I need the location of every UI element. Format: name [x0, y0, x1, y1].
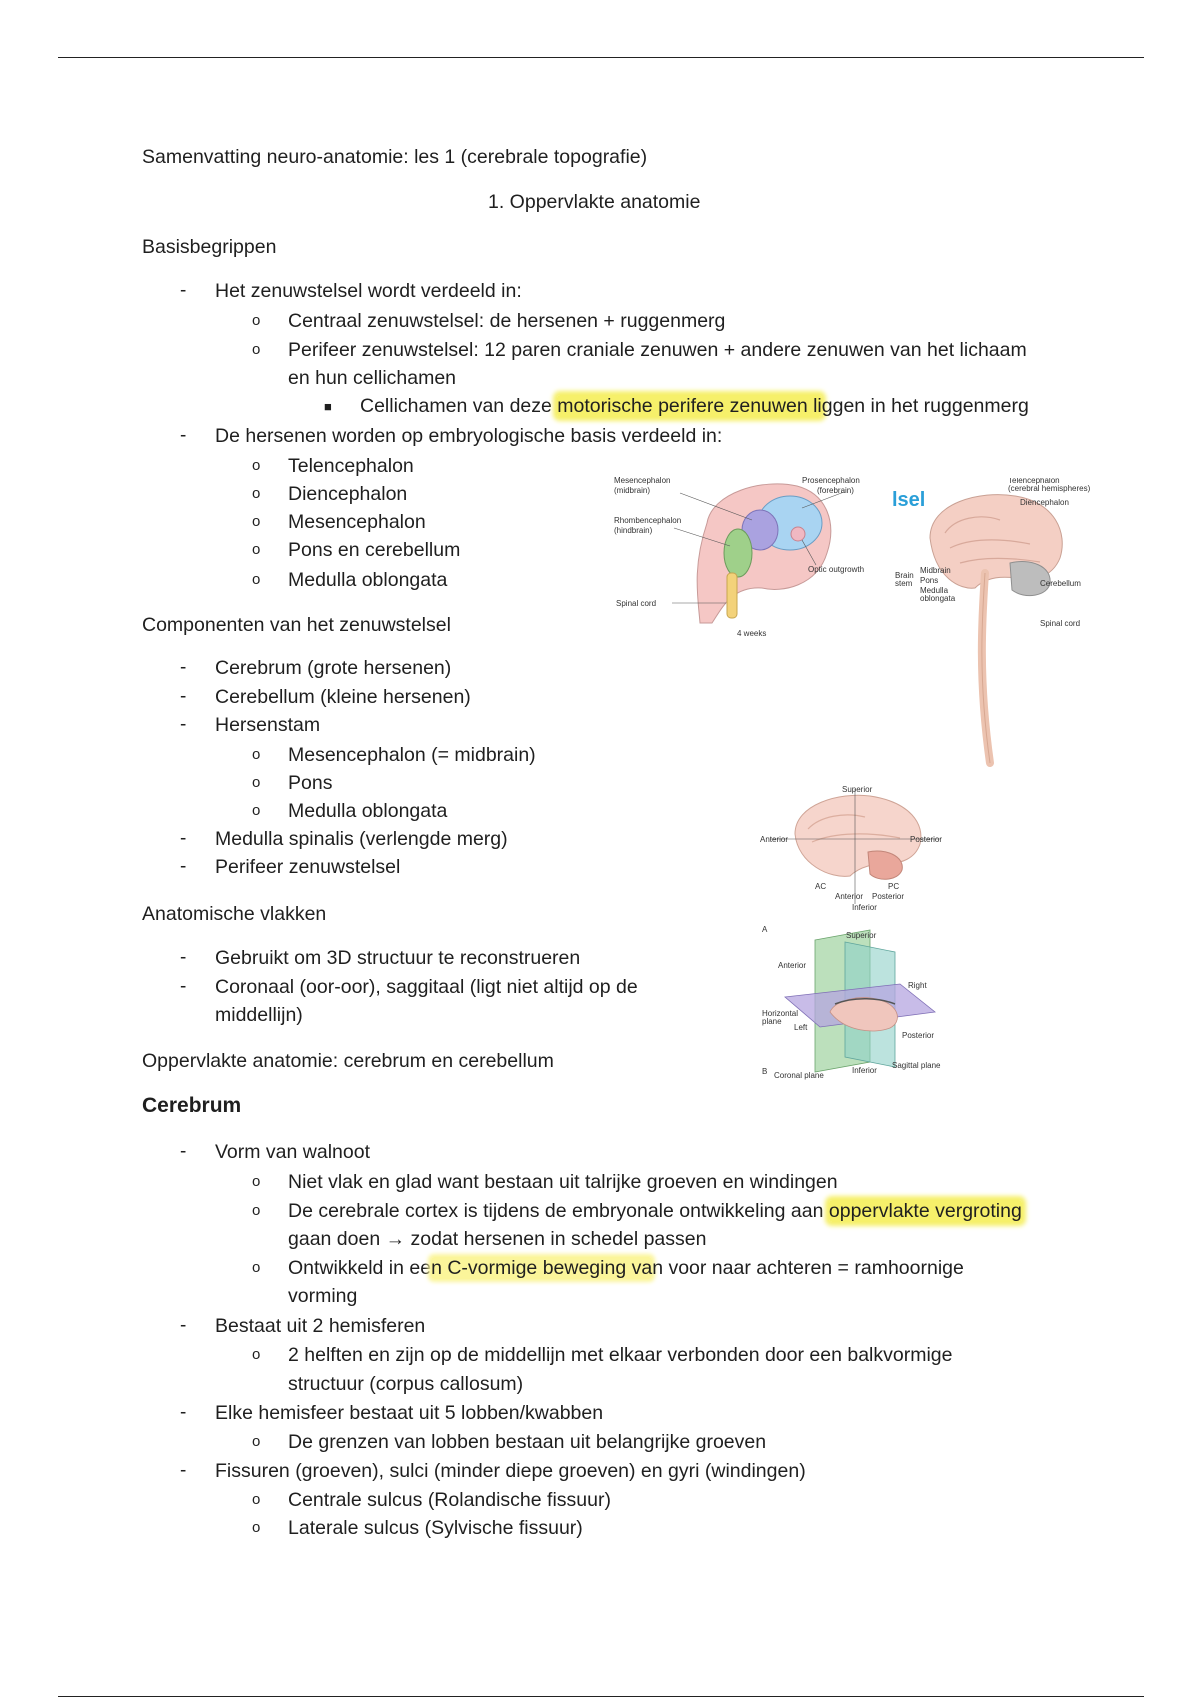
list-item: Bestaat uit 2 hemisferen	[215, 1315, 426, 1337]
list-item: Cerebellum (kleine hersenen)	[215, 686, 471, 708]
dash-bullet: -	[180, 1141, 187, 1162]
fig-label: Cerebellum	[1040, 579, 1081, 588]
circle-bullet: o	[252, 1519, 261, 1536]
highlight: n C-vormige beweging va	[431, 1257, 653, 1279]
circle-bullet: o	[252, 774, 261, 791]
fig-label: Brain	[895, 571, 914, 580]
list-item: Elke hemisfeer bestaat uit 5 lobben/kwabben	[215, 1402, 604, 1424]
dash-bullet: -	[180, 1460, 187, 1481]
fig-label: Diencephalon	[1020, 498, 1069, 507]
fig-label: B	[762, 1067, 768, 1076]
square-bullet: ■	[324, 399, 332, 414]
fig-label: Anterior	[760, 835, 789, 844]
fig-label: Coronal plane	[774, 1071, 824, 1080]
list-item: Hersenstam	[215, 714, 321, 736]
cerebrum-heading: Cerebrum	[142, 1094, 242, 1117]
componenten-heading: Componenten van het zenuwstelsel	[142, 614, 451, 636]
list-item: De cerebrale cortex is tijdens de embryonale ontwikkeling aan oppervlakte vergroting	[288, 1200, 1022, 1222]
fig-label: Anterior	[835, 892, 864, 901]
fig-label: Medulla	[920, 586, 949, 595]
dash-bullet: -	[180, 714, 187, 735]
fig-label: Inferior	[852, 903, 877, 912]
fig-label: (forebrain)	[817, 486, 854, 495]
dash-bullet: -	[180, 828, 187, 849]
bottom-rule	[58, 1696, 1144, 1697]
list-item-continued: structuur (corpus callosum)	[288, 1373, 524, 1395]
circle-bullet: o	[252, 485, 261, 502]
list-item-continued: vorming	[288, 1285, 358, 1307]
oppervlakte-heading: Oppervlakte anatomie: cerebrum en cerebellum	[142, 1050, 554, 1072]
top-rule	[58, 57, 1144, 58]
dash-bullet: -	[180, 1402, 187, 1423]
fig-label: (midbrain)	[614, 486, 651, 495]
list-item: 2 helften en zijn op de middellijn met elkaar verbonden door een balkvormige	[288, 1344, 953, 1366]
dash-bullet: -	[180, 425, 187, 446]
fig-label: Spinal cord	[1040, 619, 1081, 628]
circle-bullet: o	[252, 1491, 261, 1508]
circle-bullet: o	[252, 1259, 261, 1276]
fig-label: (cerebral hemispheres)	[1008, 484, 1090, 493]
fig-label: Left	[794, 1023, 808, 1032]
list-item: De hersenen worden op embryologische basis verdeeld in:	[215, 425, 723, 447]
fig-label: stem	[895, 579, 913, 588]
circle-bullet: o	[252, 1173, 261, 1190]
fig-label: Right	[908, 981, 927, 990]
adult-brain-figure	[890, 478, 1090, 768]
list-item: Centrale sulcus (Rolandische fissuur)	[288, 1489, 611, 1511]
circle-bullet: o	[252, 571, 261, 588]
basis-heading: Basisbegrippen	[142, 236, 277, 258]
fig-label: Posterior	[872, 892, 905, 901]
fig-label: Inferior	[852, 1066, 877, 1075]
fig-label: Posterior	[910, 835, 943, 844]
fig-label: Mesencephalon	[614, 476, 671, 485]
fig-label: Posterior	[902, 1031, 935, 1040]
highlight: motorische perifere zenuwen li	[557, 395, 822, 417]
list-item: De grenzen van lobben bestaan uit belangrijke groeven	[288, 1431, 767, 1453]
embryo-brain-figure	[612, 468, 887, 643]
list-item-continued: middellijn)	[215, 1004, 303, 1026]
fig-label: PC	[888, 882, 900, 891]
brain-directions-figure	[760, 784, 950, 914]
fig-label: oblongata	[920, 594, 956, 603]
fig-label: Rhombencephalon	[614, 516, 682, 525]
fig-label: Midbrain	[920, 566, 951, 575]
dash-bullet: -	[180, 280, 187, 301]
fig-label: Superior	[846, 931, 877, 940]
anatomical-planes-figure	[760, 922, 950, 1082]
circle-bullet: o	[252, 1202, 261, 1219]
list-item: Cerebrum (grote hersenen)	[215, 657, 452, 679]
circle-bullet: o	[252, 1433, 261, 1450]
fig-label: Prosencephalon	[802, 476, 860, 485]
circle-bullet: o	[252, 312, 261, 329]
section-heading: 1. Oppervlakte anatomie	[488, 191, 701, 213]
list-item: Laterale sulcus (Sylvische fissuur)	[288, 1517, 583, 1539]
dash-bullet: -	[180, 686, 187, 707]
list-item: Medulla spinalis (verlengde merg)	[215, 828, 508, 850]
circle-bullet: o	[252, 1346, 261, 1363]
list-item: Perifeer zenuwstelsel: 12 paren craniale zenuwen + andere zenuwen van het lichaam	[288, 339, 1027, 361]
list-item: Medulla oblongata	[288, 569, 448, 591]
list-item-continued: en hun cellichamen	[288, 367, 457, 389]
circle-bullet: o	[252, 541, 261, 558]
list-item: Pons en cerebellum	[288, 539, 461, 561]
fig-label: Spinal cord	[616, 599, 657, 608]
fig-label: AC	[815, 882, 827, 891]
list-item: Gebruikt om 3D structuur te reconstrueren	[215, 947, 581, 969]
list-item: Niet vlak en glad want bestaan uit talrijke groeven en windingen	[288, 1171, 838, 1193]
circle-bullet: o	[252, 746, 261, 763]
list-item: Mesencephalon	[288, 511, 426, 533]
fig-label: Horizontal	[762, 1009, 799, 1018]
list-item: Vorm van walnoot	[215, 1141, 371, 1163]
fig-label: Telencephalon	[1008, 478, 1060, 485]
vlakken-heading: Anatomische vlakken	[142, 903, 327, 925]
dash-bullet: -	[180, 976, 187, 997]
list-item: Telencephalon	[288, 455, 414, 477]
document-title: Samenvatting neuro-anatomie: les 1 (cerebrale topografie)	[142, 146, 648, 168]
fig-partial-title: lsel	[892, 489, 926, 511]
list-item: Diencephalon	[288, 483, 408, 505]
dash-bullet: -	[180, 856, 187, 877]
circle-bullet: o	[252, 802, 261, 819]
list-item: Pons	[288, 772, 333, 794]
fig-label: A	[762, 925, 768, 934]
fig-label: Superior	[842, 785, 873, 794]
list-item: Coronaal (oor-oor), saggitaal (ligt niet altijd op de	[215, 976, 638, 998]
dash-bullet: -	[180, 657, 187, 678]
dash-bullet: -	[180, 1315, 187, 1336]
fig-label: Pons	[920, 576, 939, 585]
fig-label: (hindbrain)	[614, 526, 653, 535]
list-item: Cellichamen van deze motorische perifere zenuwen liggen in het ruggenmerg	[360, 395, 1029, 417]
list-item: Ontwikkeld in een C-vormige beweging van voor naar achteren = ramhoornige	[288, 1257, 964, 1279]
highlight: oppervlakte vergroting	[828, 1200, 1022, 1222]
list-item: Fissuren (groeven), sulci (minder diepe groeven) en gyri (windingen)	[215, 1460, 806, 1482]
list-item: Perifeer zenuwstelsel	[215, 856, 401, 878]
fig-label: Optic outgrowth	[808, 565, 865, 574]
circle-bullet: o	[252, 341, 261, 358]
list-item: Medulla oblongata	[288, 800, 448, 822]
fig-label: Sagittal plane	[892, 1061, 941, 1070]
list-item-continued: gaan doen → zodat hersenen in schedel passen	[288, 1228, 707, 1250]
dash-bullet: -	[180, 947, 187, 968]
fig-label: 4 weeks	[737, 629, 767, 638]
fig-label: plane	[762, 1017, 782, 1026]
list-item: Het zenuwstelsel wordt verdeeld in:	[215, 280, 522, 302]
fig-label: Anterior	[778, 961, 807, 970]
list-item: Mesencephalon (= midbrain)	[288, 744, 536, 766]
circle-bullet: o	[252, 513, 261, 530]
circle-bullet: o	[252, 457, 261, 474]
list-item: Centraal zenuwstelsel: de hersenen + ruggenmerg	[288, 310, 726, 332]
